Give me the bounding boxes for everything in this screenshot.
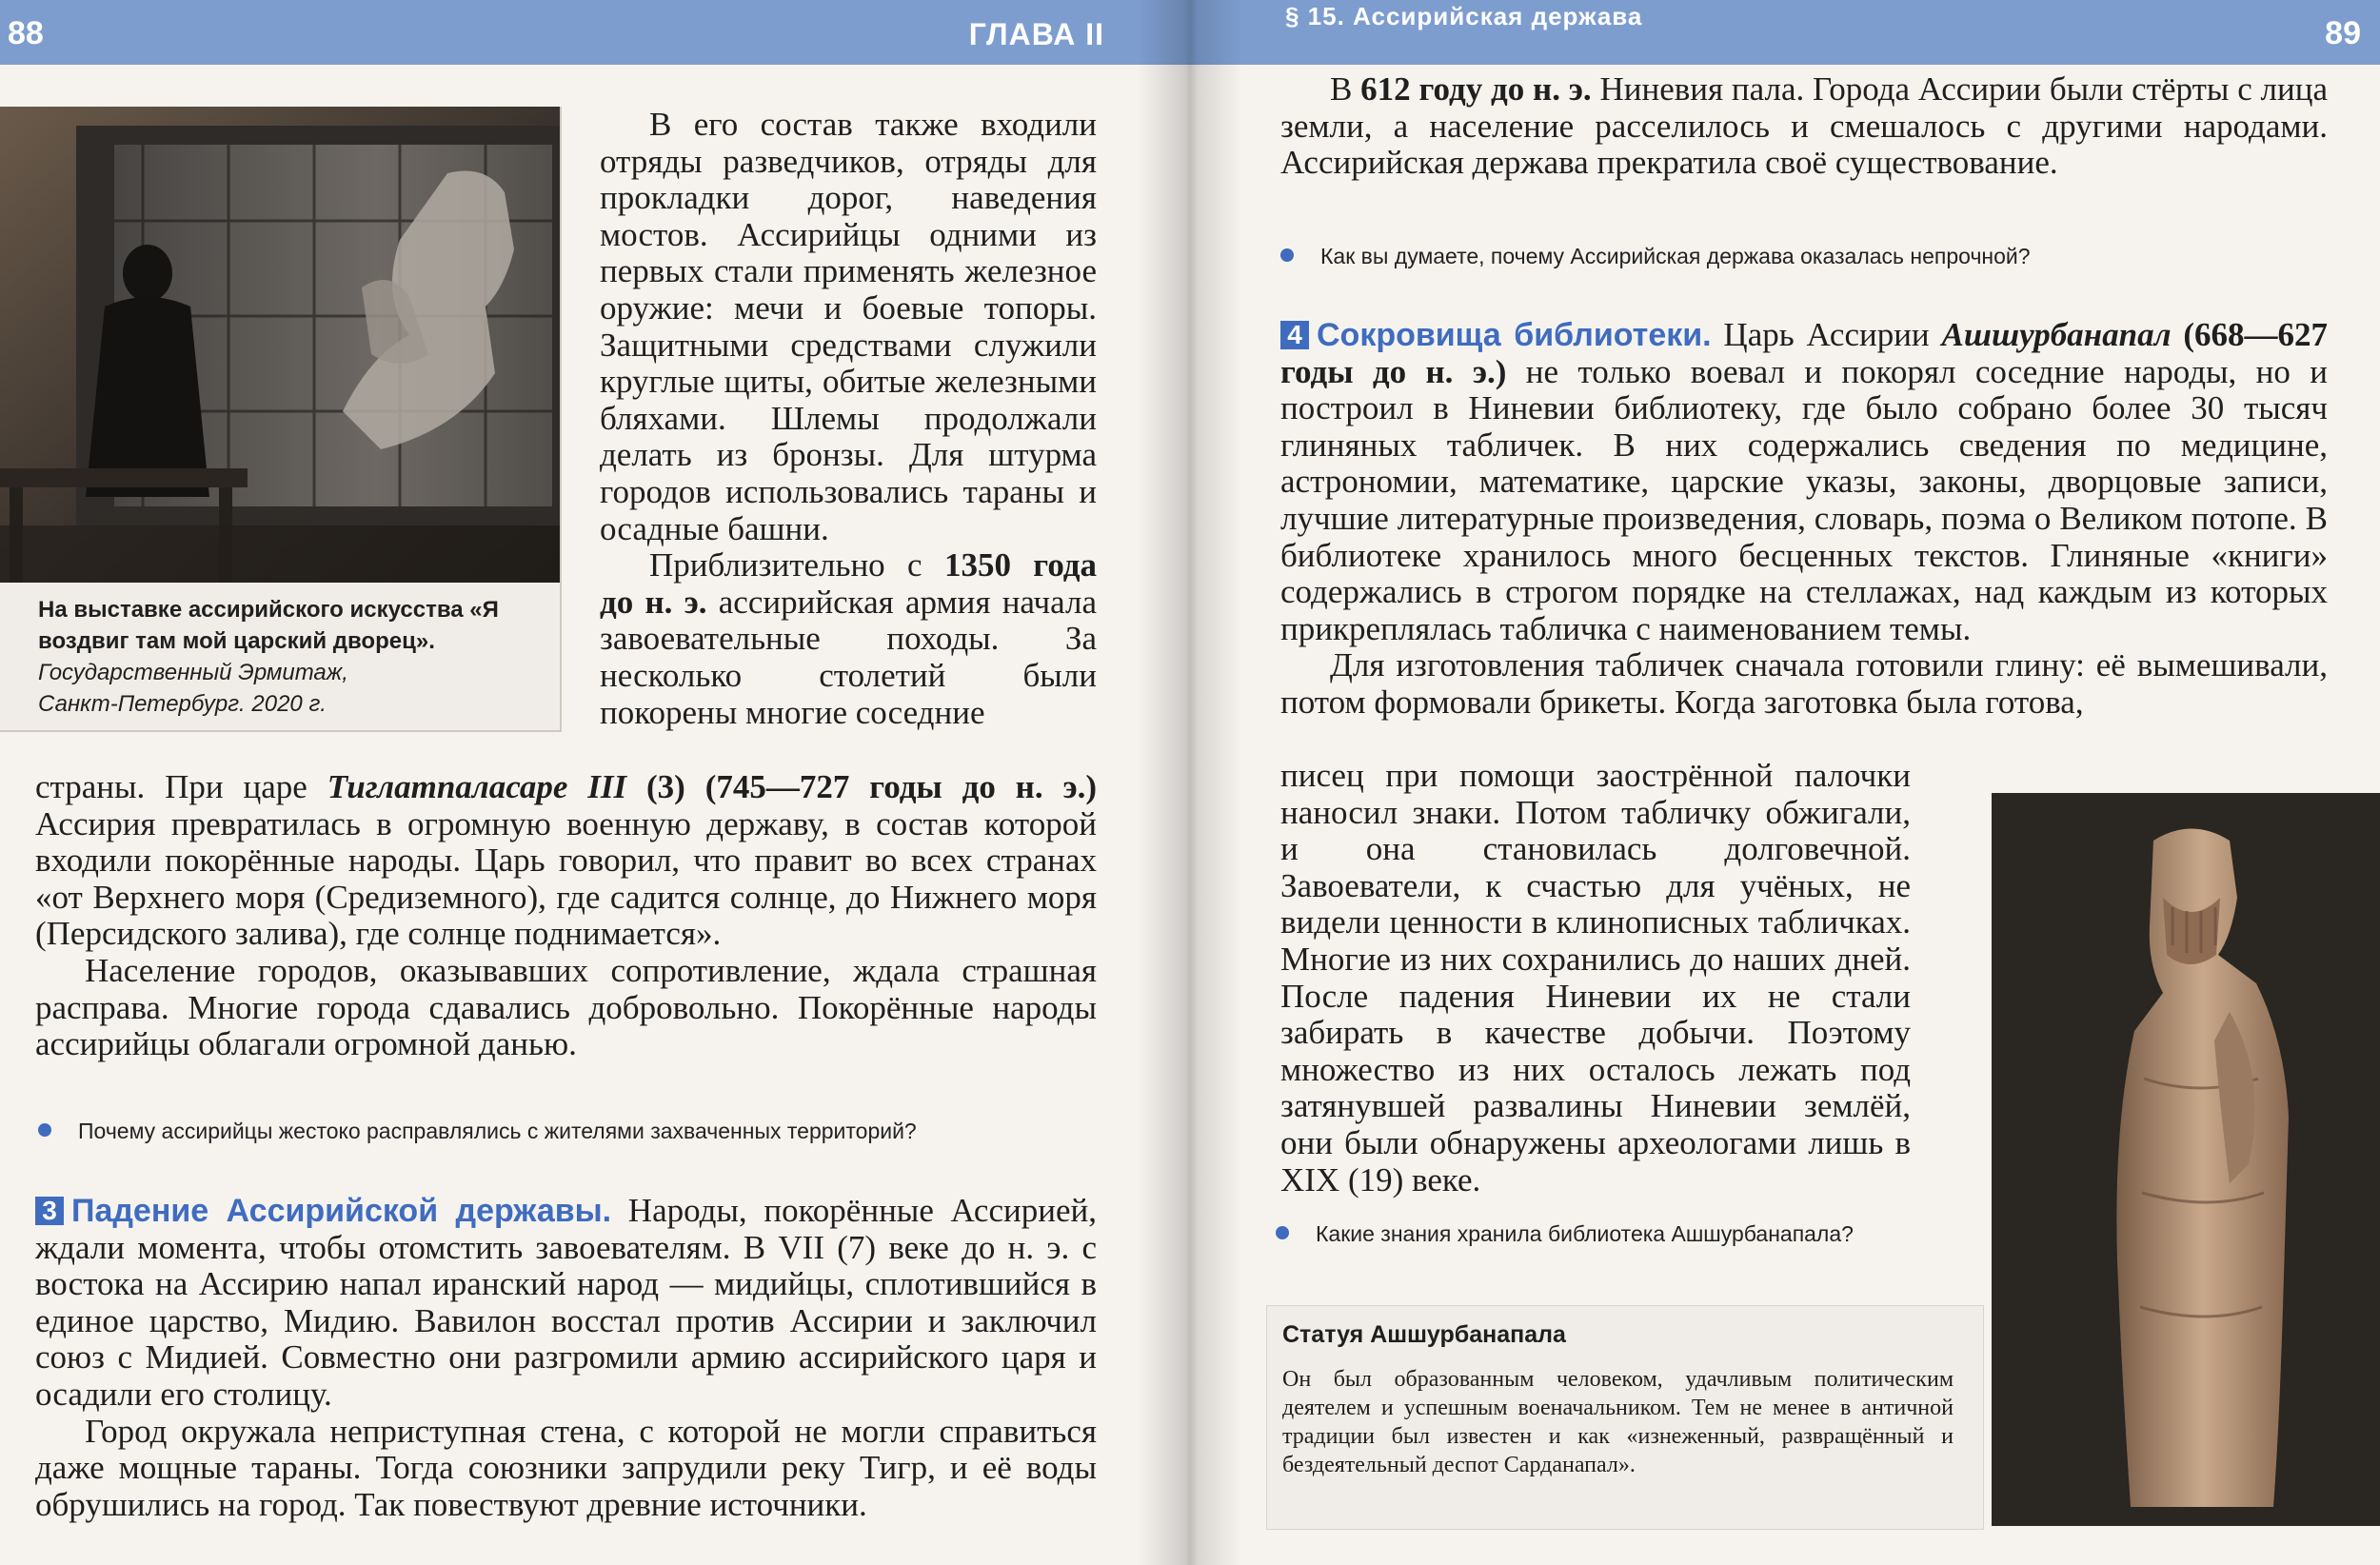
section-3-title: Падение Ассирийской державы. xyxy=(71,1193,612,1229)
section-4-title: Сокровища библиотеки. xyxy=(1317,317,1712,353)
tiglath-text-c: Ассирия превратилась в огромную военную державу, в состав которой входили покорённые народы. Царь говорил, что правит во всех странах «от Верхнего моря (Средиземного), где садится солнце, до Нижнего моря (Персидского залива), где солнце поднимается». xyxy=(35,804,1097,953)
paragraph-tablets-rest: писец при помощи заострённой палочки наносил знаки. Потом табличку обжигали, и она становилась долговечной. Завоеватели, к счастью для учёных, не видели ценности в клинописных табличках. Многие из них сохранились до наших дней. После падения Ниневии их не стали забирать в качестве добычи. Поэтому множество из них осталось лежать под затянувшей развалины Ниневии землёй, они были обнаружены археологами лишь в XIX (19) веке. xyxy=(1280,757,1911,1199)
ashurbanipal-statue-photo xyxy=(1992,793,2380,1526)
paragraph-conquest-start xyxy=(600,547,1097,731)
section-4-number: 4 xyxy=(1280,321,1309,349)
statue-illustration xyxy=(1992,793,2380,1526)
paragraph-army-composition: В его состав также входили отряды разведчиков, отряды для прокладки дорог, наведения мостов. Ассирийцы одними из первых стали применять железное оружие: мечи и боевые топоры. Защитными средствами служили круглые щиты, обитые железными бляхами. Шлемы продолжали делать из бронзы. Для штурма городов использовались тараны и осадные башни. xyxy=(600,106,1097,547)
left-page-header xyxy=(0,0,1185,65)
question-3-text: Какие знания хранила библиотека Ашшурбанапала? xyxy=(1316,1221,1854,1246)
nineveh-text-a: В xyxy=(1330,70,1361,108)
question-2-text: Как вы думаете, почему Ассирийская держава оказалась непрочной? xyxy=(1320,244,2031,268)
right-page xyxy=(1185,0,2380,1565)
statue-box-text: Он был образованным человеком, удачливым политическим деятелем и успешным военачальником. Тем не менее в античной традиции был известен и как «изнеженный, развращённый и бездеятельный деспот Сарданапал». xyxy=(1282,1367,1954,1477)
tiglath-dates: (3) (745—727 годы до н. э.) xyxy=(626,768,1097,805)
right-page-header xyxy=(1185,0,2380,65)
bullet-icon xyxy=(1276,1226,1289,1239)
conquest-text-start: Приблизительно с xyxy=(649,546,944,584)
paragraph-nineveh-fall xyxy=(1280,71,2328,182)
question-3 xyxy=(1276,1221,1942,1247)
section-4-text-a: Царь Ассирии xyxy=(1711,316,1942,353)
nineveh-text-rest: Ниневия пала. Города Ассирии были стёрты с лица земли, а население расселилось и смешалось с другими народами. Ассирийская держава прекратила своё существование. xyxy=(1280,70,2329,182)
museum-exhibition-photo xyxy=(0,107,562,583)
nineveh-fall-text xyxy=(1280,71,2328,182)
section-3-number: 3 xyxy=(35,1197,64,1225)
bullet-icon xyxy=(38,1123,51,1137)
king-name-ashurbanipal: Ашшурбанапал xyxy=(1941,316,2172,353)
chapter-title: ГЛАВА II xyxy=(968,17,1104,51)
date-612: 612 году до н. э. xyxy=(1360,70,1592,108)
page-number-right: 89 xyxy=(2325,15,2361,51)
paragraph-punishment: Население городов, оказывавших сопротивление, ждала страшная расправа. Многие города сдавались добровольно. Покорённые народы ассирийцы облагали огромной данью. xyxy=(35,951,1097,1063)
paragraph-tiglath-pileser xyxy=(35,769,1097,953)
question-1 xyxy=(38,1119,1104,1144)
section-4-paragraph xyxy=(1280,317,2328,647)
king-name-tiglath: Тиглатпаласаре III xyxy=(327,768,627,805)
full-width-text xyxy=(35,769,1097,1063)
paragraph-tigris: Город окружала неприступная стена, с которой не могли справиться даже мощные тараны. Тогда союзники запрудили реку Тигр, и её воды обрушились на город. Так повествуют древние источники. xyxy=(35,1412,1097,1523)
conquest-text-rest: ассирийская армия начала завоевательные походы. За несколько столетий были покорены многие соседние xyxy=(600,583,1098,731)
paragraph-tablets-start: Для изготовления табличек сначала готовили глину: её вымешивали, потом формовали брикеты. Когда заготовка была готова, xyxy=(1280,646,2328,721)
paragraph-heading: § 15. Ассирийская держава xyxy=(1285,2,1643,30)
tablets-column-text xyxy=(1280,758,1911,1199)
bullet-icon xyxy=(1280,248,1294,262)
statue-info-box xyxy=(1267,1306,1983,1529)
question-2 xyxy=(1280,244,2347,269)
section-4 xyxy=(1280,317,2328,722)
left-page xyxy=(0,0,1185,1565)
photo-caption-title: На выставке ассирийского искусства «Я воздвиг там мой царский дворец». xyxy=(38,597,499,654)
section-3-text: Народы, покорённые Ассирией, ждали момента, чтобы отомстить завоевателям. В VII (7) веке до н. э. с востока на Ассирию напал иранский народ — мидийцы, сплотившийся в единое царство, Мидию. Вавилон восстал против Ассирии и заключил союз с Мидией. Совместно они разгромили армию ассирийского царя и осадили его столицу. xyxy=(35,1192,1097,1413)
date-1350: 1350 года до н. э. xyxy=(600,546,1098,621)
tiglath-text-a: страны. При царе xyxy=(35,768,327,805)
section-3 xyxy=(35,1193,1097,1523)
statue-box-title: Статуя Ашшурбанапала xyxy=(1282,1321,1566,1348)
museum-photo-illustration xyxy=(0,107,560,583)
column-text xyxy=(600,107,1097,731)
section-3-paragraph xyxy=(35,1193,1097,1414)
section-4-text-rest: не только воевал и покорял соседние народы, но и построил в Ниневии библиотеку, где было собрано более 30 тысяч глиняных табличек. В них содержались сведения по медицине, астрономии, математике, царские указы, законы, дворцовые записи, лучшие литературные произведения, словарь, поэма о Великом потопе. В библиотеке хранилось много бесценных текстов. Глиняные «книги» содержались в строгом порядке на стеллажах, над каждым из которых прикреплялась табличка с наименованием темы. xyxy=(1280,352,2329,647)
ashurbanipal-dates: (668—627 годы до н. э.) xyxy=(1280,316,2329,390)
photo-caption-source: Государственный Эрмитаж, Санкт-Петербург. 2020 г. xyxy=(38,660,348,717)
photo-caption xyxy=(0,583,562,732)
page-number-left: 88 xyxy=(8,15,44,51)
question-1-text: Почему ассирийцы жестоко расправлялись с жителями захваченных территорий? xyxy=(78,1119,917,1143)
